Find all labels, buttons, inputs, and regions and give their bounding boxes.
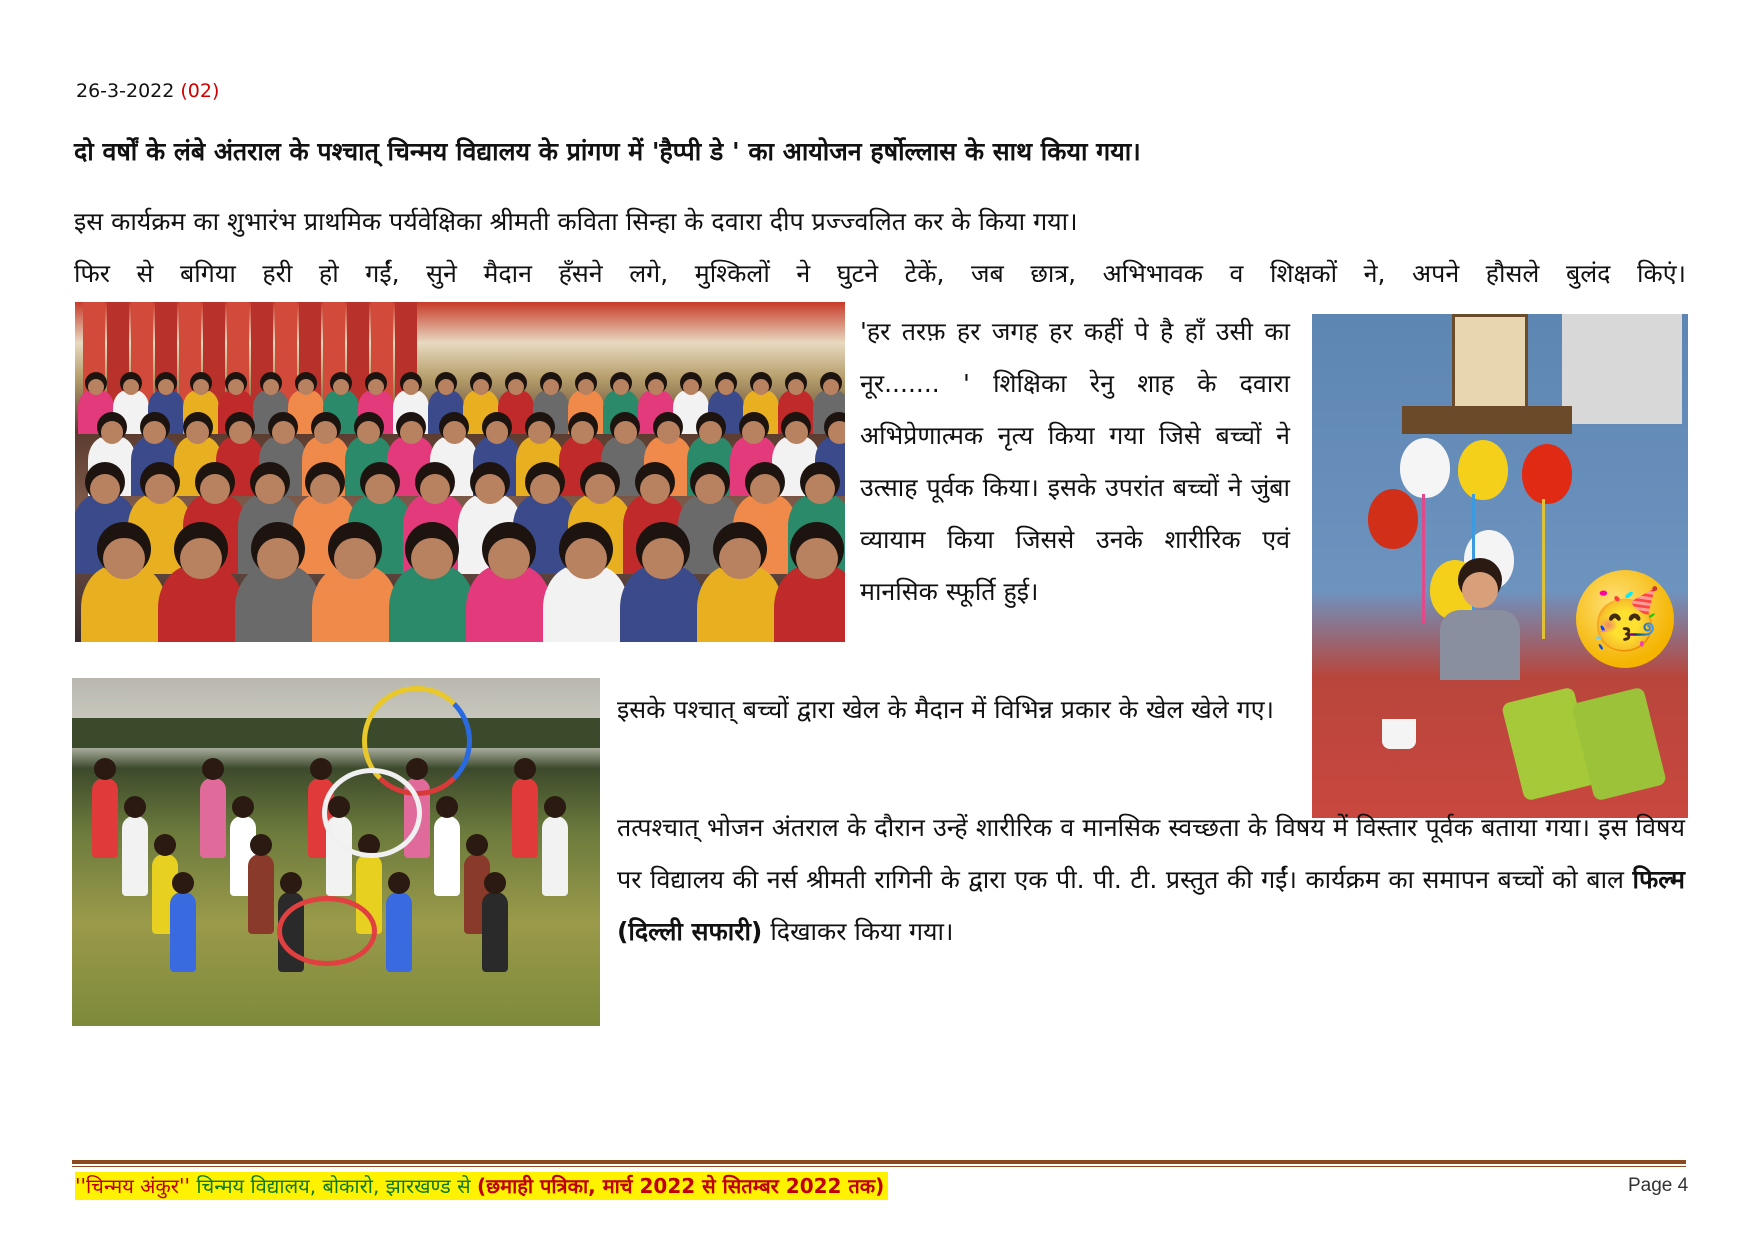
student-face: [411, 538, 452, 579]
party-face-emoji: 🥳: [1576, 570, 1674, 668]
student-face: [565, 538, 606, 579]
student-face: [614, 421, 637, 444]
kid-figure: [512, 778, 538, 858]
student-face: [357, 421, 380, 444]
student-face: [796, 538, 837, 579]
kid-figure: [482, 892, 508, 972]
kid-head: [388, 872, 410, 894]
kid-head: [154, 834, 176, 856]
kid-head: [124, 796, 146, 818]
kid-head: [202, 758, 224, 780]
student-face: [314, 421, 337, 444]
kid-head: [250, 834, 272, 856]
boy: [1440, 558, 1520, 678]
student-face: [699, 421, 722, 444]
kid-figure: [248, 854, 274, 934]
footer-rule-thin: [72, 1166, 1686, 1167]
kid-figure: [170, 892, 196, 972]
film-title: फिल्म (दिल्ली सफारी): [617, 865, 1685, 946]
wall-shelf: [1402, 406, 1572, 434]
footer-rule: [72, 1160, 1686, 1164]
intro-line-1: इस कार्यक्रम का शुभारंभ प्राथमिक पर्यवेक्षिका श्रीमती कविता सिन्हा के दवारा दीप प्रज्ज्वलित कर के किया गया।: [74, 207, 1078, 236]
student-face: [719, 538, 760, 579]
white-balloon: [1400, 438, 1450, 498]
wall-portrait: [1452, 314, 1528, 410]
column-text: 'हर तरफ़ हर जगह हर कहीं पे है हाँ उसी का नूर....... ' शिक्षिका रेनु शाह के दवारा अभिप्रेणात्मक नृत्य किया गया जिसे बच्चों ने उत्साह पूर्वक किया। इसके उपरांत बच्चों ने जुंबा व्यायाम किया जिससे उनके शारीरिक एवं मानसिक स्फूर्ति हुई।: [860, 317, 1290, 606]
magazine-name: ''चिन्मय अंकुर'': [75, 1174, 190, 1198]
yellow-balloon: [1458, 440, 1508, 500]
kid-head: [514, 758, 536, 780]
student-face: [657, 421, 680, 444]
footer-publication: [75, 1172, 888, 1200]
publication-period: (छमाही पत्रिका, मार्च 2022 से सितम्बर 2022 तक): [476, 1174, 885, 1198]
student-face: [400, 421, 423, 444]
kid-head: [544, 796, 566, 818]
student-face: [571, 421, 594, 444]
student-face: [828, 421, 845, 444]
kid-head: [232, 796, 254, 818]
student-face: [186, 421, 209, 444]
hygiene-text: तत्पश्चात् भोजन अंतराल के दौरान उन्हें शारीरिक व मानसिक स्वच्छता के विषय में विस्तार पूर्वक बताया गया। इस विषय पर विद्यालय की नर्स श्रीमती रागिनी के द्वारा एक पी. पी. टी. प्रस्तुत की गईं। कार्यक्रम का समापन बच्चों को बाल: [617, 813, 1685, 894]
kid-figure: [92, 778, 118, 858]
ribbon: [1542, 499, 1545, 639]
hygiene-end: दिखाकर किया गया।: [770, 917, 954, 946]
student-face: [143, 421, 166, 444]
student-face: [257, 538, 298, 579]
kid-figure: [200, 778, 226, 858]
air-conditioner: [1562, 314, 1682, 424]
kid-head: [466, 834, 488, 856]
photo-students-audience: [75, 302, 845, 642]
kid-head: [436, 796, 458, 818]
date-text: 26-3-2022: [76, 80, 175, 102]
kid-head: [280, 872, 302, 894]
student-face: [229, 421, 252, 444]
issue-number: (02): [180, 80, 220, 102]
student-face: [488, 538, 529, 579]
cup: [1382, 719, 1416, 749]
student-face: [334, 538, 375, 579]
red-balloon: [1522, 444, 1572, 504]
intro-line-2: फिर से बगिया हरी हो गईं, सुने मैदान हँसने लगे, मुश्किलों ने घुटने टेकें, जब छात्र, अभिभावक व शिक्षकों ने, अपने हौसले बुलंद किएं।: [74, 259, 1686, 288]
student-face: [742, 421, 765, 444]
student-face: [785, 421, 808, 444]
kid-head: [310, 758, 332, 780]
hula-hoop-2: [322, 768, 422, 858]
student-face: [272, 421, 295, 444]
red-balloon-2: [1368, 489, 1418, 549]
student-face: [528, 421, 551, 444]
kid-figure: [386, 892, 412, 972]
page-number: Page 4: [1628, 1175, 1689, 1196]
kid-head: [172, 872, 194, 894]
student-face: [486, 421, 509, 444]
photo-students-playground: [72, 678, 600, 1026]
games-paragraph: इसके पश्चात् बच्चों द्वारा खेल के मैदान में विभिन्न प्रकार के खेल खेले गए।: [617, 695, 1275, 724]
dance-zumba-paragraph: [860, 306, 1290, 618]
student-face: [101, 421, 124, 444]
school-name: चिन्मय विद्यालय, बोकारो, झारखण्ड से: [196, 1174, 471, 1198]
hula-hoop-3: [277, 896, 377, 966]
student-face: [443, 421, 466, 444]
student-face: [180, 538, 221, 579]
kid-figure: [434, 816, 460, 896]
kid-figure: [122, 816, 148, 896]
ribbon: [1422, 494, 1425, 624]
article-headline: दो वर्षों के लंबे अंतराल के पश्चात् चिन्मय विद्यालय के प्रांगण में 'हैप्पी डे ' का आयोजन हर्षोल्लास के साथ किया गया।: [74, 137, 1141, 166]
student-face: [642, 538, 683, 579]
student-face: [103, 538, 144, 579]
kid-head: [484, 872, 506, 894]
kid-head: [94, 758, 116, 780]
photo-boy-celebration: [1312, 314, 1688, 818]
hygiene-paragraph: [617, 802, 1685, 958]
kid-figure: [542, 816, 568, 896]
issue-date: [76, 80, 219, 102]
